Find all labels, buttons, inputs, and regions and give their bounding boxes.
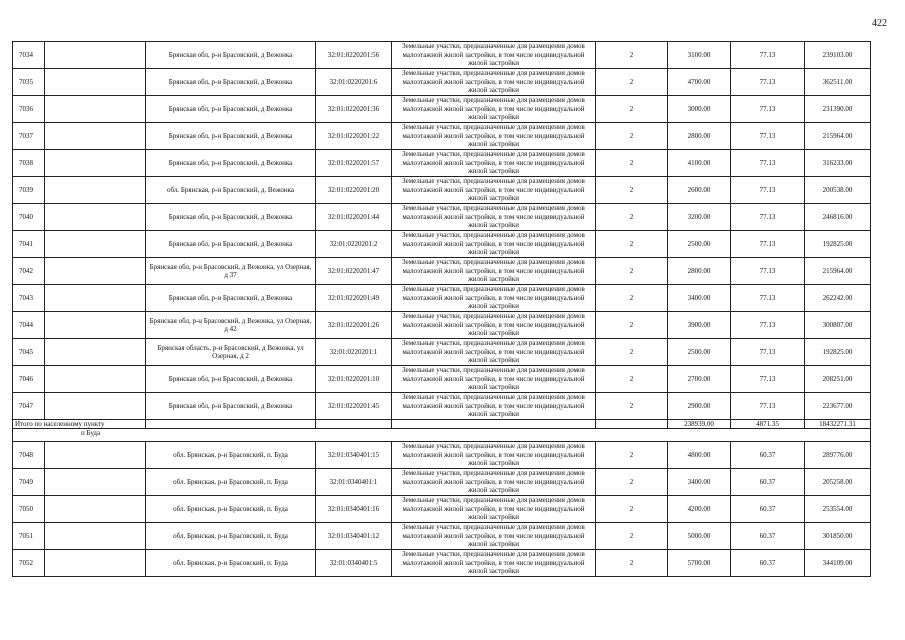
area-cell: 4200.00 bbox=[668, 496, 731, 523]
table-row bbox=[13, 442, 871, 469]
cadastral-value-cell: 192825.00 bbox=[805, 339, 871, 366]
area-cell: 4700.00 bbox=[668, 69, 731, 96]
area-cell: 3000.00 bbox=[668, 96, 731, 123]
subhead-row bbox=[13, 429, 871, 442]
land-purpose-cell: Земельные участки, предназначенные для размещения домов малоэтажной жилой застройки, в том числе индивидуальной жилой застройки bbox=[392, 469, 596, 496]
cadastral-value-cell: 246816.00 bbox=[805, 204, 871, 231]
empty-cell bbox=[45, 177, 146, 204]
row-number: 7045 bbox=[13, 339, 45, 366]
row-number: 7048 bbox=[13, 442, 45, 469]
address-cell: Брянская обл, р-н Брасовский, д Вежонка bbox=[146, 204, 316, 231]
table-row bbox=[13, 42, 871, 69]
rate-cell: 77.13 bbox=[731, 258, 805, 285]
category-code-cell: 2 bbox=[596, 258, 668, 285]
area-cell: 5700.00 bbox=[668, 550, 731, 577]
area-cell: 4800.00 bbox=[668, 442, 731, 469]
area-cell: 2600.00 bbox=[668, 177, 731, 204]
land-purpose-cell: Земельные участки, предназначенные для размещения домов малоэтажной жилой застройки, в том числе индивидуальной жилой застройки bbox=[392, 393, 596, 420]
rate-cell: 77.13 bbox=[731, 312, 805, 339]
cadastral-value-cell: 239103.00 bbox=[805, 42, 871, 69]
cadastral-value-cell: 208251.00 bbox=[805, 366, 871, 393]
address-cell: обл. Брянская, р-н Брасовский, п. Буда bbox=[146, 550, 316, 577]
address-cell: Брянская обл, р-н Брасовский, д Вежонка bbox=[146, 285, 316, 312]
total-label: Итого по населенному пункту bbox=[13, 420, 146, 429]
address-cell: Брянская обл, р-н Брасовский, д Вежонка, ул Озерная, д 42 bbox=[146, 312, 316, 339]
row-number: 7037 bbox=[13, 123, 45, 150]
land-purpose-cell: Земельные участки, предназначенные для размещения домов малоэтажной жилой застройки, в том числе индивидуальной жилой застройки bbox=[392, 442, 596, 469]
category-code-cell: 2 bbox=[596, 96, 668, 123]
row-number: 7034 bbox=[13, 42, 45, 69]
address-cell: Брянская область, р-н Брасовский, д Вежонка, ул Озерная, д 2 bbox=[146, 339, 316, 366]
category-code-cell: 2 bbox=[596, 442, 668, 469]
table-row bbox=[13, 204, 871, 231]
category-code-cell: 2 bbox=[596, 496, 668, 523]
land-purpose-cell: Земельные участки, предназначенные для размещения домов малоэтажной жилой застройки, в том числе индивидуальной жилой застройки bbox=[392, 231, 596, 258]
row-number: 7042 bbox=[13, 258, 45, 285]
category-code-cell: 2 bbox=[596, 366, 668, 393]
land-purpose-cell: Земельные участки, предназначенные для размещения домов малоэтажной жилой застройки, в том числе индивидуальной жилой застройки bbox=[392, 150, 596, 177]
cadastral-value-cell: 223677.00 bbox=[805, 393, 871, 420]
table-row bbox=[13, 231, 871, 258]
row-number: 7043 bbox=[13, 285, 45, 312]
address-cell: Брянская обл, р-н Брасовский, д Вежонка bbox=[146, 366, 316, 393]
area-cell: 2800.00 bbox=[668, 258, 731, 285]
area-cell: 3900.00 bbox=[668, 312, 731, 339]
rate-cell: 60.37 bbox=[731, 550, 805, 577]
area-cell: 2500.00 bbox=[668, 231, 731, 258]
page-number: 422 bbox=[872, 18, 887, 29]
table-row bbox=[13, 312, 871, 339]
area-cell: 3100.00 bbox=[668, 42, 731, 69]
cadastral-number-cell: 32:01:0220201:10 bbox=[316, 366, 392, 393]
rate-cell: 77.13 bbox=[731, 285, 805, 312]
table-row bbox=[13, 366, 871, 393]
category-code-cell: 2 bbox=[596, 69, 668, 96]
area-cell: 2900.00 bbox=[668, 393, 731, 420]
row-number: 7036 bbox=[13, 96, 45, 123]
category-code-cell: 2 bbox=[596, 150, 668, 177]
area-cell: 3200.00 bbox=[668, 204, 731, 231]
cadastral-value-cell: 262242.00 bbox=[805, 285, 871, 312]
rows-group-b bbox=[13, 442, 871, 577]
empty-cell bbox=[45, 150, 146, 177]
locality-subheading: п Буда bbox=[13, 429, 871, 442]
category-code-cell: 2 bbox=[596, 231, 668, 258]
empty-cell bbox=[45, 442, 146, 469]
rate-cell: 60.37 bbox=[731, 469, 805, 496]
total-row bbox=[13, 420, 871, 429]
empty-cell bbox=[45, 69, 146, 96]
total-area: 238939.00 bbox=[668, 420, 731, 429]
area-cell: 3400.00 bbox=[668, 285, 731, 312]
category-code-cell: 2 bbox=[596, 339, 668, 366]
cadastral-number-cell: 32:01:0340401:12 bbox=[316, 523, 392, 550]
land-purpose-cell: Земельные участки, предназначенные для размещения домов малоэтажной жилой застройки, в том числе индивидуальной жилой застройки bbox=[392, 42, 596, 69]
total-empty-cell bbox=[146, 420, 316, 429]
cadastral-value-cell: 215964.00 bbox=[805, 258, 871, 285]
total-empty-cell bbox=[596, 420, 668, 429]
row-number: 7050 bbox=[13, 496, 45, 523]
table-row bbox=[13, 96, 871, 123]
area-cell: 3400.00 bbox=[668, 469, 731, 496]
address-cell: Брянская обл, р-н Брасовский, д Вежонка bbox=[146, 123, 316, 150]
land-purpose-cell: Земельные участки, предназначенные для размещения домов малоэтажной жилой застройки, в том числе индивидуальной жилой застройки bbox=[392, 258, 596, 285]
table-row bbox=[13, 550, 871, 577]
area-cell: 2800.00 bbox=[668, 123, 731, 150]
rate-cell: 77.13 bbox=[731, 339, 805, 366]
address-cell: Брянская обл, р-н Брасовский, д Вежонка bbox=[146, 231, 316, 258]
rate-cell: 60.37 bbox=[731, 496, 805, 523]
empty-cell bbox=[45, 123, 146, 150]
land-purpose-cell: Земельные участки, предназначенные для размещения домов малоэтажной жилой застройки, в том числе индивидуальной жилой застройки bbox=[392, 96, 596, 123]
cadastral-value-cell: 362511.00 bbox=[805, 69, 871, 96]
rate-cell: 60.37 bbox=[731, 442, 805, 469]
address-cell: Брянская обл, р-н Брасовский, д Вежонка bbox=[146, 393, 316, 420]
address-cell: Брянская обл, р-н Брасовский, д Вежонка bbox=[146, 150, 316, 177]
rate-cell: 77.13 bbox=[731, 231, 805, 258]
land-purpose-cell: Земельные участки, предназначенные для размещения домов малоэтажной жилой застройки, в том числе индивидуальной жилой застройки bbox=[392, 523, 596, 550]
cadastral-number-cell: 32:01:0220201:20 bbox=[316, 177, 392, 204]
table-row bbox=[13, 285, 871, 312]
row-number: 7044 bbox=[13, 312, 45, 339]
total-value: 18432271.31 bbox=[805, 420, 871, 429]
cadastral-value-cell: 215964.00 bbox=[805, 123, 871, 150]
empty-cell bbox=[45, 312, 146, 339]
table-row bbox=[13, 393, 871, 420]
address-cell: обл. Брянская, р-н Брасовский, п. Буда bbox=[146, 523, 316, 550]
row-number: 7052 bbox=[13, 550, 45, 577]
rate-cell: 77.13 bbox=[731, 150, 805, 177]
category-code-cell: 2 bbox=[596, 550, 668, 577]
table-row bbox=[13, 523, 871, 550]
cadastral-number-cell: 32:01:0220201:45 bbox=[316, 393, 392, 420]
address-cell: Брянская обл, р-н Брасовский, д Вежонка bbox=[146, 69, 316, 96]
empty-cell bbox=[45, 231, 146, 258]
rate-cell: 77.13 bbox=[731, 69, 805, 96]
empty-cell bbox=[45, 285, 146, 312]
row-number: 7039 bbox=[13, 177, 45, 204]
category-code-cell: 2 bbox=[596, 177, 668, 204]
address-cell: Брянская обл, р-н Брасовский, д Вежонка bbox=[146, 96, 316, 123]
cadastral-number-cell: 32:01:0220201:22 bbox=[316, 123, 392, 150]
category-code-cell: 2 bbox=[596, 312, 668, 339]
land-purpose-cell: Земельные участки, предназначенные для размещения домов малоэтажной жилой застройки, в том числе индивидуальной жилой застройки bbox=[392, 339, 596, 366]
empty-cell bbox=[45, 366, 146, 393]
address-cell: обл. Брянская, р-н Брасовский, п. Буда bbox=[146, 469, 316, 496]
cadastral-number-cell: 32:01:0220201:2 bbox=[316, 231, 392, 258]
rate-cell: 77.13 bbox=[731, 42, 805, 69]
cadastral-number-cell: 32:01:0220201:6 bbox=[316, 69, 392, 96]
row-number: 7040 bbox=[13, 204, 45, 231]
cadastral-number-cell: 32:01:0340401:15 bbox=[316, 442, 392, 469]
row-number: 7051 bbox=[13, 523, 45, 550]
total-empty-cell bbox=[316, 420, 392, 429]
cadastral-number-cell: 32:01:0220201:26 bbox=[316, 312, 392, 339]
land-purpose-cell: Земельные участки, предназначенные для размещения домов малоэтажной жилой застройки, в том числе индивидуальной жилой застройки bbox=[392, 204, 596, 231]
empty-cell bbox=[45, 258, 146, 285]
total-empty-cell bbox=[392, 420, 596, 429]
empty-cell bbox=[45, 496, 146, 523]
table-row bbox=[13, 469, 871, 496]
category-code-cell: 2 bbox=[596, 523, 668, 550]
area-cell: 4100.00 bbox=[668, 150, 731, 177]
land-purpose-cell: Земельные участки, предназначенные для размещения домов малоэтажной жилой застройки, в том числе индивидуальной жилой застройки bbox=[392, 550, 596, 577]
address-cell: обл. Брянская, р-н Брасовский, п. Буда bbox=[146, 496, 316, 523]
table-row bbox=[13, 177, 871, 204]
table-row bbox=[13, 69, 871, 96]
row-number: 7041 bbox=[13, 231, 45, 258]
total-rate: 4871.35 bbox=[731, 420, 805, 429]
table-row bbox=[13, 123, 871, 150]
category-code-cell: 2 bbox=[596, 393, 668, 420]
land-purpose-cell: Земельные участки, предназначенные для размещения домов малоэтажной жилой застройки, в том числе индивидуальной жилой застройки bbox=[392, 123, 596, 150]
empty-cell bbox=[45, 523, 146, 550]
row-number: 7049 bbox=[13, 469, 45, 496]
rate-cell: 77.13 bbox=[731, 123, 805, 150]
land-purpose-cell: Земельные участки, предназначенные для размещения домов малоэтажной жилой застройки, в том числе индивидуальной жилой застройки bbox=[392, 366, 596, 393]
area-cell: 2700.00 bbox=[668, 366, 731, 393]
empty-cell bbox=[45, 550, 146, 577]
category-code-cell: 2 bbox=[596, 469, 668, 496]
empty-cell bbox=[45, 469, 146, 496]
category-code-cell: 2 bbox=[596, 123, 668, 150]
row-number: 7038 bbox=[13, 150, 45, 177]
cadastral-number-cell: 32:01:0340401:16 bbox=[316, 496, 392, 523]
cadastral-value-cell: 300807.00 bbox=[805, 312, 871, 339]
row-number: 7047 bbox=[13, 393, 45, 420]
rows-group-a bbox=[13, 42, 871, 420]
cadastral-value-cell: 344109.00 bbox=[805, 550, 871, 577]
cadastral-number-cell: 32:01:0220201:57 bbox=[316, 150, 392, 177]
address-cell: обл. Брянская, р-н Брасовский, д. Вежонка bbox=[146, 177, 316, 204]
cadastral-number-cell: 32:01:0340401:1 bbox=[316, 469, 392, 496]
cadastral-value-cell: 301850.00 bbox=[805, 523, 871, 550]
category-code-cell: 2 bbox=[596, 42, 668, 69]
land-purpose-cell: Земельные участки, предназначенные для размещения домов малоэтажной жилой застройки, в том числе индивидуальной жилой застройки bbox=[392, 312, 596, 339]
rate-cell: 77.13 bbox=[731, 366, 805, 393]
cadastral-value-cell: 200538.00 bbox=[805, 177, 871, 204]
address-cell: Брянская обл, р-н Брасовский, д Вежонка, ул Озерная, д 37 bbox=[146, 258, 316, 285]
rate-cell: 60.37 bbox=[731, 523, 805, 550]
address-cell: Брянская обл, р-н Брасовский, д Вежонка bbox=[146, 42, 316, 69]
table-row bbox=[13, 150, 871, 177]
rate-cell: 77.13 bbox=[731, 96, 805, 123]
cadastral-number-cell: 32:01:0220201:36 bbox=[316, 96, 392, 123]
address-cell: обл. Брянская, р-н Брасовский, п. Буда bbox=[146, 442, 316, 469]
category-code-cell: 2 bbox=[596, 204, 668, 231]
rate-cell: 77.13 bbox=[731, 177, 805, 204]
area-cell: 5000.00 bbox=[668, 523, 731, 550]
cadastral-number-cell: 32:01:0220201:47 bbox=[316, 258, 392, 285]
row-number: 7035 bbox=[13, 69, 45, 96]
cadastral-number-cell: 32:01:0220201:1 bbox=[316, 339, 392, 366]
category-code-cell: 2 bbox=[596, 285, 668, 312]
cadastral-number-cell: 32:01:0220201:56 bbox=[316, 42, 392, 69]
cadastral-number-cell: 32:01:0220201:44 bbox=[316, 204, 392, 231]
rate-cell: 77.13 bbox=[731, 393, 805, 420]
empty-cell bbox=[45, 42, 146, 69]
empty-cell bbox=[45, 96, 146, 123]
empty-cell bbox=[45, 204, 146, 231]
table-row bbox=[13, 258, 871, 285]
cadastral-value-cell: 205258.00 bbox=[805, 469, 871, 496]
land-purpose-cell: Земельные участки, предназначенные для размещения домов малоэтажной жилой застройки, в том числе индивидуальной жилой застройки bbox=[392, 69, 596, 96]
cadastral-number-cell: 32:01:0340401:5 bbox=[316, 550, 392, 577]
land-valuation-table bbox=[12, 41, 871, 577]
empty-cell bbox=[45, 339, 146, 366]
cadastral-value-cell: 253554.00 bbox=[805, 496, 871, 523]
cadastral-value-cell: 231390.00 bbox=[805, 96, 871, 123]
land-purpose-cell: Земельные участки, предназначенные для размещения домов малоэтажной жилой застройки, в том числе индивидуальной жилой застройки bbox=[392, 177, 596, 204]
table-row bbox=[13, 496, 871, 523]
land-purpose-cell: Земельные участки, предназначенные для размещения домов малоэтажной жилой застройки, в том числе индивидуальной жилой застройки bbox=[392, 285, 596, 312]
rate-cell: 77.13 bbox=[731, 204, 805, 231]
empty-cell bbox=[45, 393, 146, 420]
table-row bbox=[13, 339, 871, 366]
total-section bbox=[13, 420, 871, 442]
cadastral-value-cell: 289776.00 bbox=[805, 442, 871, 469]
cadastral-number-cell: 32:01:0220201:49 bbox=[316, 285, 392, 312]
land-purpose-cell: Земельные участки, предназначенные для размещения домов малоэтажной жилой застройки, в том числе индивидуальной жилой застройки bbox=[392, 496, 596, 523]
row-number: 7046 bbox=[13, 366, 45, 393]
cadastral-value-cell: 316233.00 bbox=[805, 150, 871, 177]
area-cell: 2500.00 bbox=[668, 339, 731, 366]
cadastral-value-cell: 192825.00 bbox=[805, 231, 871, 258]
